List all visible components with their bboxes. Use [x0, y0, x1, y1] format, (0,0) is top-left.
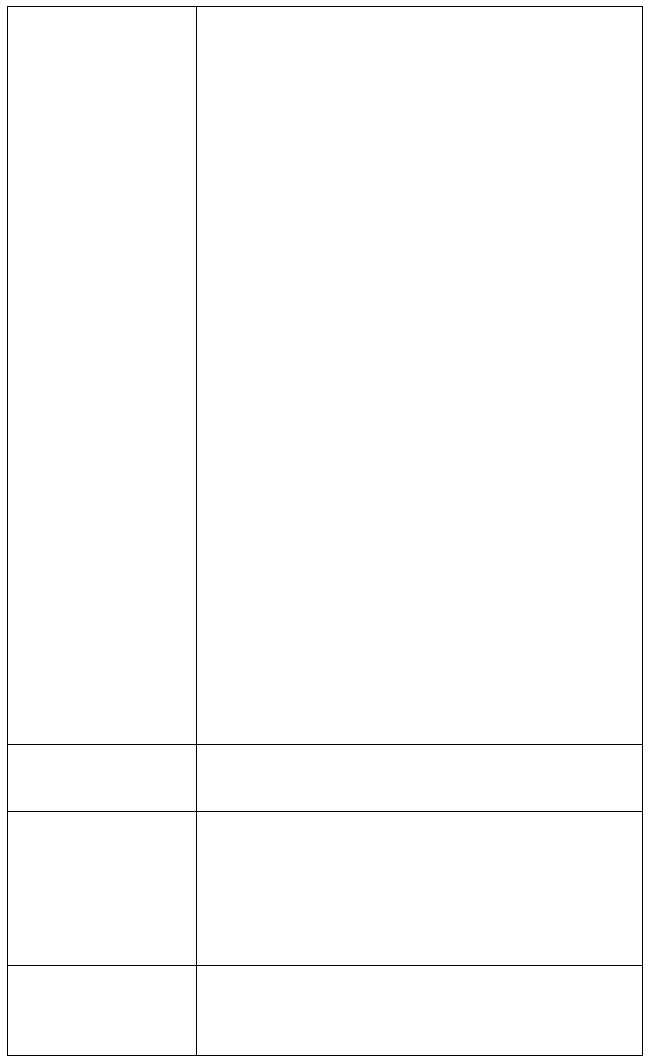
sanctions-table: [7, 6, 643, 1056]
table-header-row: [8, 745, 643, 812]
sanctions-cell: [197, 966, 643, 1056]
activity-cell: [8, 812, 197, 966]
first-violation-penalty: [201, 966, 638, 988]
second-violation-penalty: [201, 856, 638, 878]
activity-cell: [8, 966, 197, 1056]
sanctions-header-cell: [197, 745, 643, 812]
sanctions-cell: [197, 812, 643, 966]
first-violation-penalty: [201, 812, 638, 834]
violation-header-cell: [8, 745, 197, 812]
spacer: [201, 834, 638, 856]
table-row: [8, 966, 643, 1056]
activities-cell: [8, 7, 197, 745]
empty-sanctions-cell: [197, 7, 643, 745]
table-row: [8, 812, 643, 966]
table-row-activities: [8, 7, 643, 745]
